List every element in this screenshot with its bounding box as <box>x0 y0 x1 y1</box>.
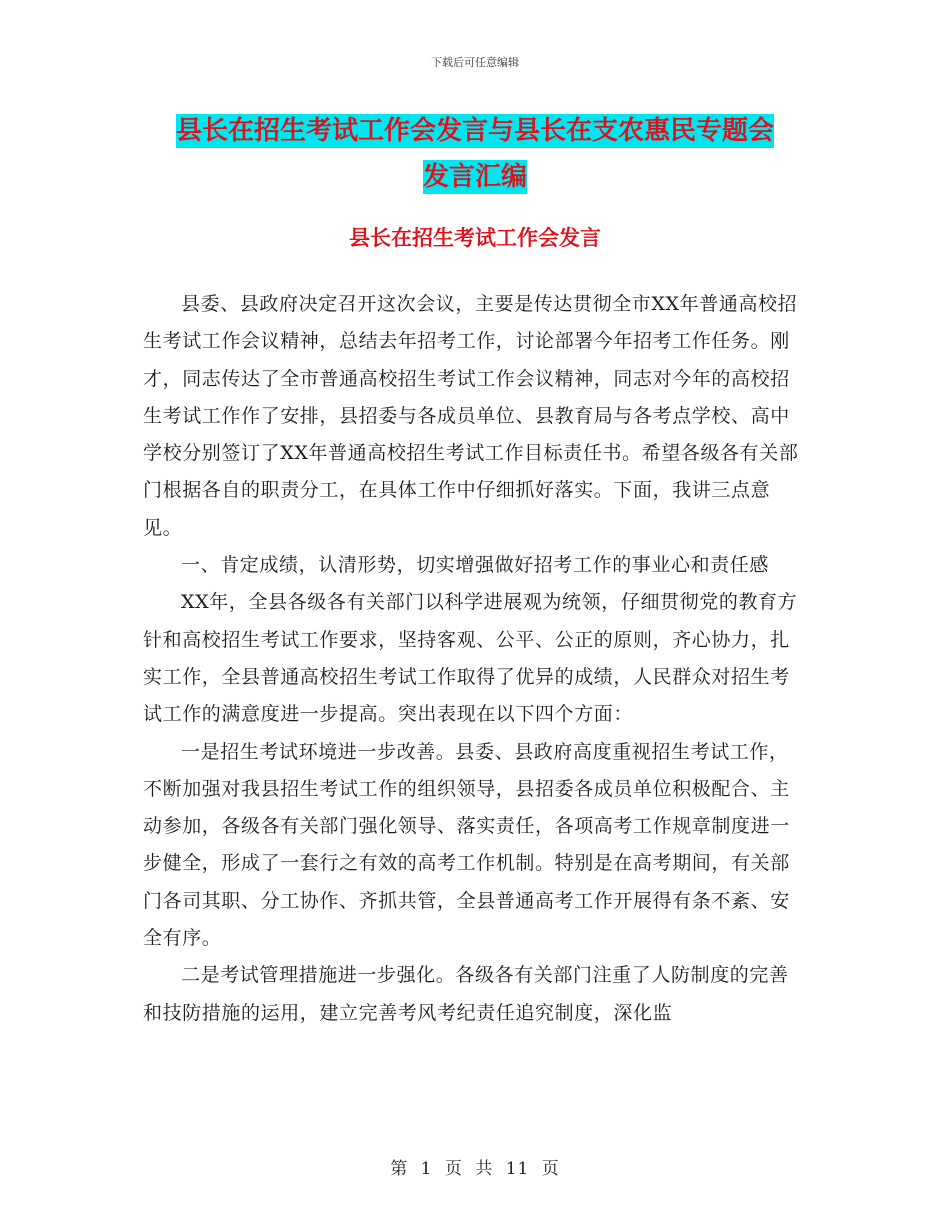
paragraph-heading-one: 一、肯定成绩，认清形势，切实增强做好招考工作的事业心和责任感 <box>181 554 770 577</box>
footer-total-pages: 11 <box>505 1159 530 1179</box>
paragraph-intro: 县委、县政府决定召开这次会议，主要是传达贯彻全市XX年普通高校招生考试工作会议精神，总结去年招考工作，讨论部署今年招考工作任务。刚才，同志传达了全市普通高校招生考试工作会议精神，同志对今年的高校招生考试工作作了安排，县招委与各成员单位、县教育局与各考点学校、高中学校分别签订了XX年普通高校招生考试工作目标责任书。希望各级各有关部门根据各自的职责分工，在具体工作中仔细抓好落实。下面，我讲三点意见。 <box>143 293 799 539</box>
header-note: 下载后可任意编辑 <box>431 56 519 69</box>
footer-page-number: 1 <box>420 1159 433 1179</box>
document-body <box>143 286 803 1032</box>
footer-total-word: 页 <box>541 1159 560 1179</box>
footer-page-word: 页 <box>444 1159 463 1179</box>
paragraph-achievements: XX年，全县各级各有关部门以科学进展观为统领，仔细贯彻党的教育方针和高校招生考试工作要求，坚持客观、公平、公正的原则，齐心协力，扎实工作，全县普通高校招生考试工作取得了优异的成绩，人民群众对招生考试工作的满意度进一步提高。突出表现在以下四个方面： <box>143 591 798 726</box>
paragraph-point-one: 一是招生考试环境进一步改善。县委、县政府高度重视招生考试工作，不断加强对我县招生考试工作的组织领导，县招委各成员单位积极配合、主动参加，各级各有关部门强化领导、落实责任，各项高考工作规章制度进一步健全，形成了一套行之有效的高考工作机制。特别是在高考期间，有关部门各司其职、分工协作、齐抓共管，全县普通高考工作开展得有条不紊、安全有序。 <box>143 740 790 950</box>
paragraph-point-two: 二是考试管理措施进一步强化。各级各有关部门注重了人防制度的完善和技防措施的运用，建立完善考风考纪责任追究制度，深化监 <box>143 964 789 1024</box>
footer-total-prefix: 共 <box>475 1159 494 1179</box>
document-title-line-1: 县长在招生考试工作会发言与县长在支农惠民专题会 <box>175 116 774 146</box>
document-title-line-2: 发言汇编 <box>422 162 527 192</box>
footer-page-prefix: 第 <box>390 1159 409 1179</box>
page-footer <box>0 1154 950 1179</box>
section-title: 县长在招生考试工作会发言 <box>349 226 601 250</box>
document-title <box>140 108 810 200</box>
